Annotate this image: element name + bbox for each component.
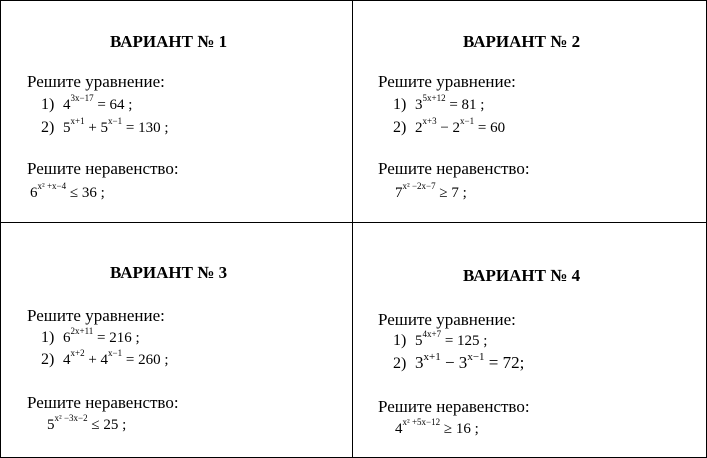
base: 3 bbox=[415, 97, 423, 113]
exponent-2: x−1 bbox=[108, 348, 123, 358]
equation-2 bbox=[393, 116, 506, 137]
exponent: x² +5x−12 bbox=[402, 417, 441, 427]
rhs: = 64 ; bbox=[93, 97, 133, 113]
item-number: 2) bbox=[393, 119, 407, 136]
inequality-heading: Решите неравенство: bbox=[378, 397, 530, 416]
base-1: 2 bbox=[415, 120, 423, 136]
equation-2 bbox=[41, 348, 169, 369]
exponent-2: x−1 bbox=[460, 116, 475, 126]
exponent-2: x−1 bbox=[108, 116, 123, 126]
middle-term: − 3 bbox=[440, 353, 468, 372]
rhs: ≥ 16 ; bbox=[440, 421, 479, 437]
exponent-1: x+1 bbox=[70, 116, 85, 126]
inequality-heading: Решите неравенство: bbox=[27, 393, 179, 412]
item-number: 2) bbox=[41, 351, 55, 368]
exponent-1: x+1 bbox=[423, 351, 441, 363]
equation-1 bbox=[393, 329, 488, 350]
inequality-heading: Решите неравенство: bbox=[27, 159, 179, 178]
equation-heading: Решите уравнение: bbox=[27, 306, 165, 325]
base: 5 bbox=[47, 417, 55, 433]
variant-3-cell bbox=[0, 223, 352, 458]
equation-1 bbox=[41, 93, 133, 114]
rhs: ≤ 25 ; bbox=[87, 417, 127, 433]
rhs: = 125 ; bbox=[441, 333, 488, 349]
equation-1 bbox=[41, 326, 140, 347]
equation-1 bbox=[393, 93, 485, 114]
exponent: x² −2x−7 bbox=[402, 181, 436, 191]
middle-term: − 2 bbox=[436, 120, 461, 136]
base: 4 bbox=[63, 97, 71, 113]
rhs: = 60 bbox=[474, 120, 506, 136]
equation-heading: Решите уравнение: bbox=[27, 72, 165, 91]
variant-4-cell bbox=[353, 223, 705, 458]
variant-title: ВАРИАНТ № 3 bbox=[110, 263, 228, 282]
variant-1-cell bbox=[0, 0, 352, 222]
item-number: 1) bbox=[41, 329, 55, 346]
item-number: 1) bbox=[393, 96, 407, 113]
exponent: 2x+11 bbox=[70, 326, 94, 336]
item-number: 1) bbox=[393, 332, 407, 349]
equation-heading: Решите уравнение: bbox=[378, 72, 516, 91]
base: 6 bbox=[63, 330, 71, 346]
exponent: 4x+7 bbox=[422, 329, 442, 339]
exponent-1: x+2 bbox=[70, 348, 85, 358]
rhs: = 72; bbox=[484, 353, 525, 372]
base: 4 bbox=[395, 421, 403, 437]
middle-term: + 5 bbox=[84, 120, 109, 136]
variant-2-cell bbox=[353, 0, 705, 222]
variant-title: ВАРИАНТ № 2 bbox=[463, 32, 581, 51]
inequality-heading: Решите неравенство: bbox=[378, 159, 530, 178]
exponent: x² −3x−2 bbox=[54, 413, 88, 423]
rhs: = 130 ; bbox=[122, 120, 169, 136]
base: 6 bbox=[30, 185, 38, 201]
middle-term: + 4 bbox=[84, 352, 109, 368]
exponent: 3x−17 bbox=[70, 93, 94, 103]
base: 5 bbox=[415, 333, 423, 349]
inequality bbox=[395, 181, 467, 202]
base-1: 4 bbox=[63, 352, 71, 368]
rhs: = 81 ; bbox=[445, 97, 485, 113]
inequality bbox=[395, 417, 479, 438]
rhs: = 260 ; bbox=[122, 352, 169, 368]
exponent-1: x+3 bbox=[422, 116, 437, 126]
inequality bbox=[30, 181, 105, 202]
base-1: 5 bbox=[63, 120, 71, 136]
base-1: 3 bbox=[415, 353, 424, 372]
equation-2 bbox=[41, 116, 169, 137]
exponent: x² +x−4 bbox=[37, 181, 67, 191]
equation-2 bbox=[393, 353, 524, 373]
equation-heading: Решите уравнение: bbox=[378, 310, 516, 329]
exponent: 5x+12 bbox=[422, 93, 446, 103]
item-number: 1) bbox=[41, 96, 55, 113]
rhs: ≥ 7 ; bbox=[435, 185, 467, 201]
rhs: ≤ 36 ; bbox=[66, 185, 105, 201]
base: 7 bbox=[395, 185, 403, 201]
variant-title: ВАРИАНТ № 1 bbox=[110, 32, 228, 51]
rhs: = 216 ; bbox=[93, 330, 140, 346]
exponent-2: x−1 bbox=[467, 351, 485, 363]
item-number: 2) bbox=[41, 119, 55, 136]
inequality bbox=[47, 413, 127, 434]
item-number: 2) bbox=[393, 355, 407, 372]
variant-title: ВАРИАНТ № 4 bbox=[463, 266, 581, 285]
